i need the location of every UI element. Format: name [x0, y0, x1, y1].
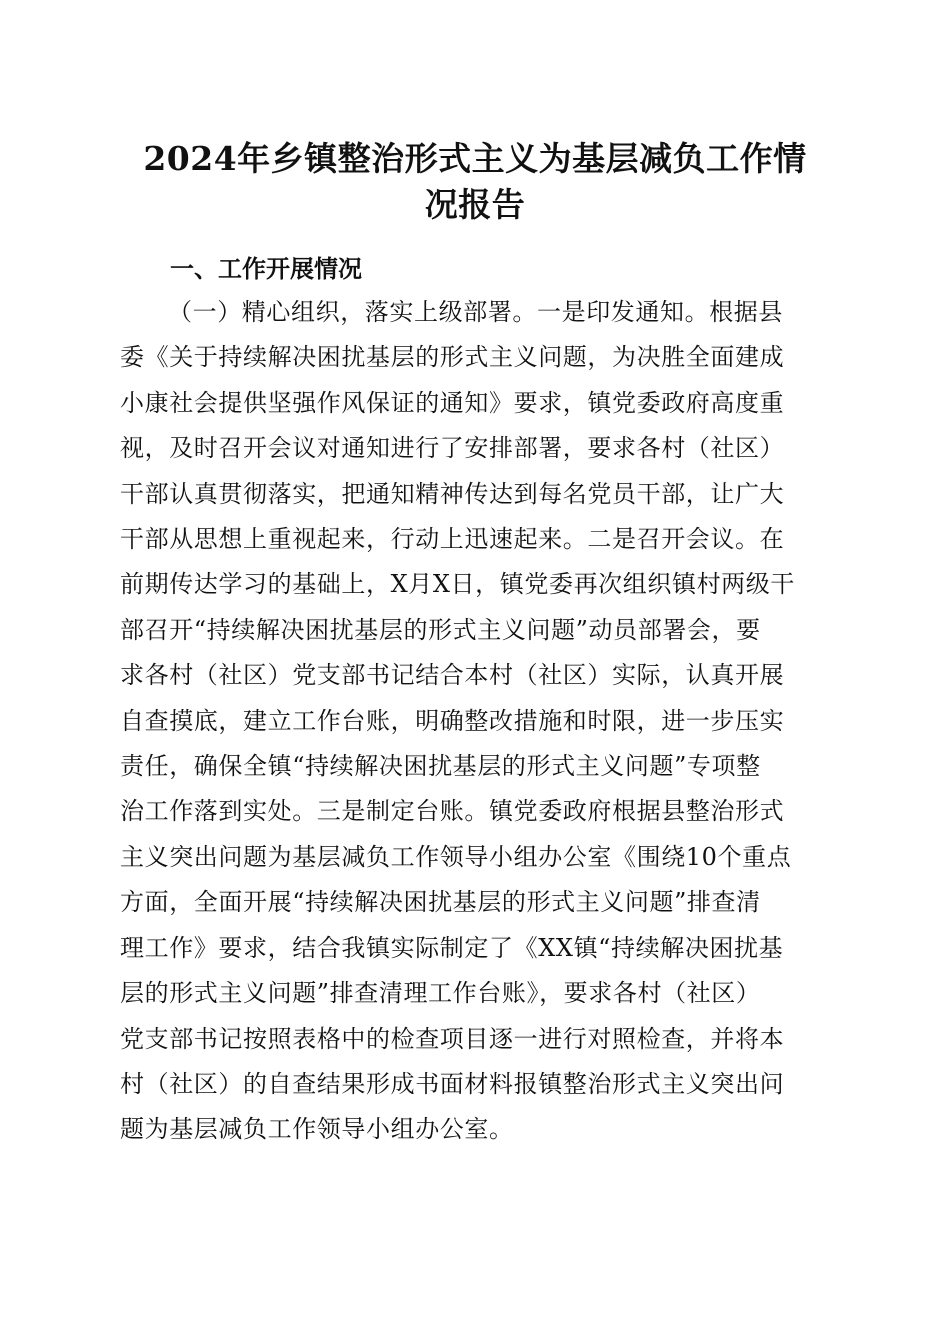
- paragraph-line: 主义突出问题为基层减负工作领导小组办公室《围绕10个重点: [120, 842, 792, 871]
- paragraph-line: 视，及时召开会议对通知进行了安排部署，要求各村（社区）: [120, 434, 785, 463]
- paragraph-line: 理工作》要求，结合我镇实际制定了《XX镇“持续解决困扰基: [120, 933, 784, 962]
- paragraph-line: 干部认真贯彻落实，把通知精神传达到每名党员干部，让广大: [120, 479, 785, 508]
- paragraph-line: 委《关于持续解决困扰基层的形式主义问题，为决胜全面建成: [120, 343, 785, 372]
- title-line-2: 况报告: [424, 185, 526, 224]
- paragraph-line: 干部从思想上重视起来，行动上迅速起来。二是召开会议。在: [120, 525, 785, 554]
- paragraph-line: 自查摸底，建立工作台账，明确整改措施和时限，进一步压实: [120, 706, 785, 735]
- paragraph-line: 部召开“持续解决困扰基层的形式主义问题”动员部署会，要: [120, 615, 761, 644]
- body-paragraph: [120, 290, 810, 1153]
- section-heading: 一、工作开展情况: [170, 255, 362, 283]
- paragraph-line: 责任，确保全镇“持续解决困扰基层的形式主义问题”专项整: [120, 752, 761, 781]
- paragraph-line: 治工作落到实处。三是制定台账。镇党委政府根据县整治形式: [120, 797, 785, 826]
- paragraph-line: （一）精心组织，落实上级部署。一是印发通知。根据县: [168, 298, 783, 326]
- title-line-1: 2024年乡镇整治形式主义为基层减负工作情: [143, 139, 807, 178]
- paragraph-line: 党支部书记按照表格中的检查项目逐一进行对照检查，并将本: [120, 1024, 785, 1053]
- paragraph-line: 小康社会提供坚强作风保证的通知》要求，镇党委政府高度重: [120, 388, 785, 417]
- paragraph-line: 层的形式主义问题”排查清理工作台账》，要求各村（社区）: [120, 979, 761, 1008]
- paragraph-line: 方面，全面开展“持续解决困扰基层的形式主义问题”排查清: [120, 888, 761, 917]
- paragraph-line: 前期传达学习的基础上，X月X日，镇党委再次组织镇村两级干: [120, 570, 795, 599]
- paragraph-line: 题为基层减负工作领导小组办公室。: [120, 1115, 514, 1144]
- paragraph-line: 村（社区）的自查结果形成书面材料报镇整治形式主义突出问: [120, 1069, 785, 1098]
- document-title: [120, 136, 830, 228]
- paragraph-line: 求各村（社区）党支部书记结合本村（社区）实际，认真开展: [120, 661, 785, 690]
